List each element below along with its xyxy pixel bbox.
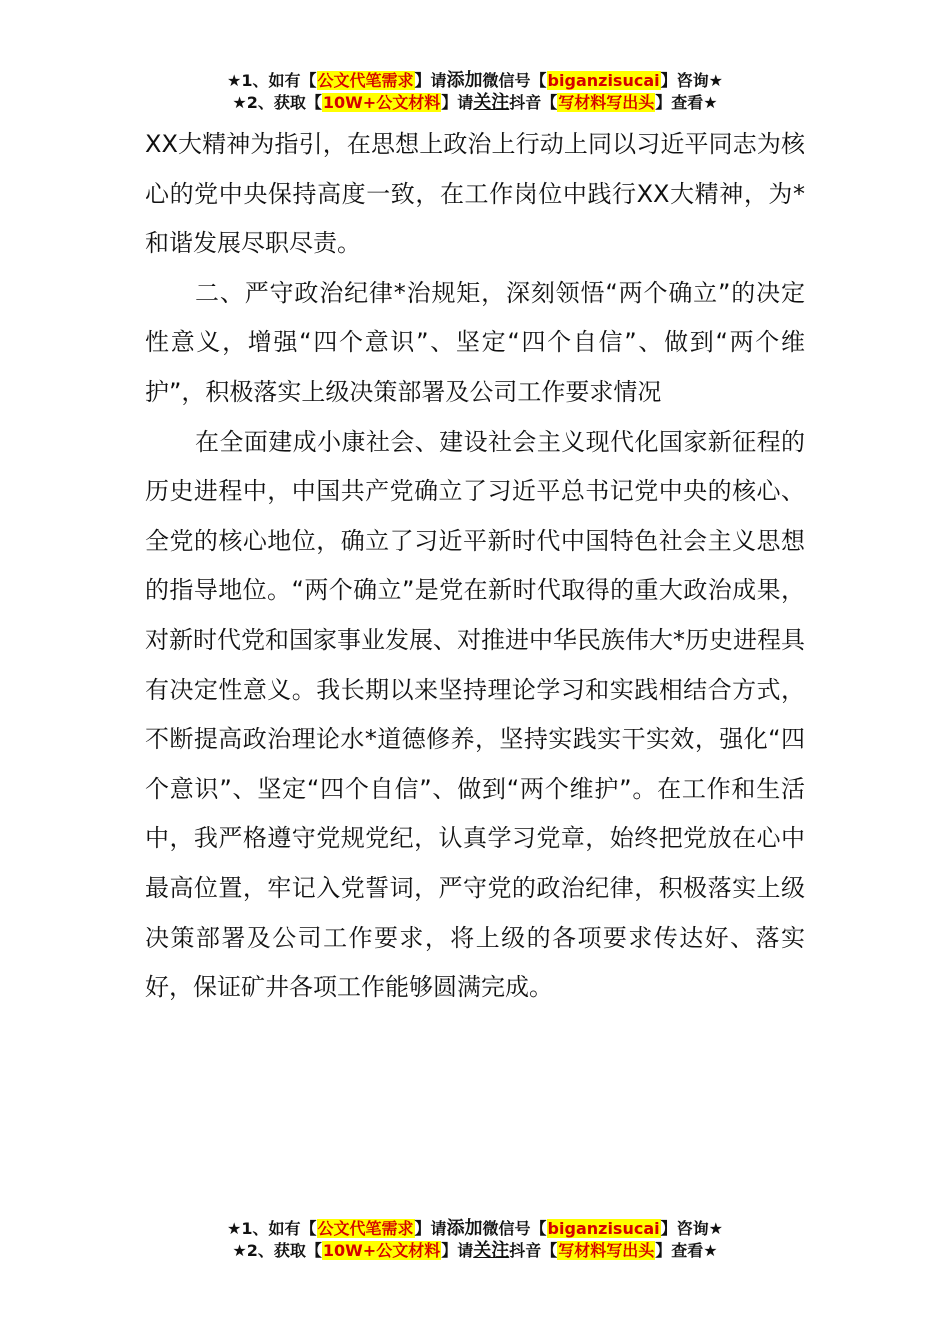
banner-text: 】查看★ xyxy=(655,1241,718,1260)
banner-text: 1、如有【 xyxy=(241,1219,317,1238)
star-icon: ★ xyxy=(232,1241,247,1260)
header-banner xyxy=(0,70,950,114)
banner-text: 2、获取【 xyxy=(246,1241,322,1260)
banner-text: 微信号【 xyxy=(482,1219,547,1238)
banner-text: 抖音【 xyxy=(509,1241,558,1260)
banner-line-1 xyxy=(0,70,950,92)
star-icon: ★ xyxy=(232,93,247,112)
section-heading: 二、严守政治纪律*治规矩，深刻领悟“两个确立”的决定性意义，增强“四个意识”、坚定“四个自信”、做到“两个维护”，积极落实上级决策部署及公司工作要求情况 xyxy=(145,278,805,406)
banner-text: 1、如有【 xyxy=(241,71,317,90)
footer-banner xyxy=(0,1218,950,1262)
banner-emphasis: 关注 xyxy=(473,1240,510,1261)
highlight-wechat-id: biganzisucai xyxy=(547,1219,660,1238)
banner-text: 抖音【 xyxy=(509,93,558,112)
banner-text: 微信号【 xyxy=(482,71,547,90)
banner-text: 】请 xyxy=(414,1219,447,1238)
banner-emphasis: 添加 xyxy=(446,70,483,91)
paragraph-continuation: XX大精神为指引，在思想上政治上行动上同以习近平同志为核心的党中央保持高度一致，在工作岗位中践行XX大精神，为*和谐发展尽职尽责。 xyxy=(145,130,805,258)
highlight-douyin: 写材料写出头 xyxy=(558,93,655,112)
document-body xyxy=(145,120,805,1013)
banner-text: 】咨询★ xyxy=(660,1219,723,1238)
banner-text: 2、获取【 xyxy=(246,93,322,112)
highlight-douyin: 写材料写出头 xyxy=(558,1241,655,1260)
banner-text: 】查看★ xyxy=(655,93,718,112)
banner-text: 】请 xyxy=(414,71,447,90)
banner-line-2 xyxy=(0,92,950,114)
banner-emphasis: 关注 xyxy=(473,92,510,113)
banner-line-2 xyxy=(0,1240,950,1262)
banner-text: 】请 xyxy=(441,93,474,112)
banner-line-1 xyxy=(0,1218,950,1240)
highlight-wechat-id: biganzisucai xyxy=(547,71,660,90)
highlight-materials: 10W+公文材料 xyxy=(322,93,441,112)
highlight-service: 公文代笔需求 xyxy=(317,71,414,90)
banner-emphasis: 添加 xyxy=(446,1218,483,1239)
star-icon: ★ xyxy=(227,71,242,90)
paragraph: 在全面建成小康社会、建设社会主义现代化国家新征程的历史进程中，中国共产党确立了习近平总书记党中央的核心、全党的核心地位，确立了习近平新时代中国特色社会主义思想的指导地位。“两个确立”是党在新时代取得的重大政治成果，对新时代党和国家事业发展、对推进中华民族伟大*历史进程具有决定性意义。我长期以来坚持理论学习和实践相结合方式，不断提高政治理论水*道德修养，坚持实践实干实效，强化“四个意识”、坚定“四个自信”、做到“两个维护”。在工作和生活中，我严格遵守党规党纪，认真学习党章，始终把党放在心中最高位置，牢记入党誓词，严守党的政治纪律，积极落实上级决策部署及公司工作要求，将上级的各项要求传达好、落实好，保证矿井各项工作能够圆满完成。 xyxy=(145,427,805,1002)
star-icon: ★ xyxy=(227,1219,242,1238)
banner-text: 】咨询★ xyxy=(660,71,723,90)
banner-text: 】请 xyxy=(441,1241,474,1260)
highlight-materials: 10W+公文材料 xyxy=(322,1241,441,1260)
highlight-service: 公文代笔需求 xyxy=(317,1219,414,1238)
